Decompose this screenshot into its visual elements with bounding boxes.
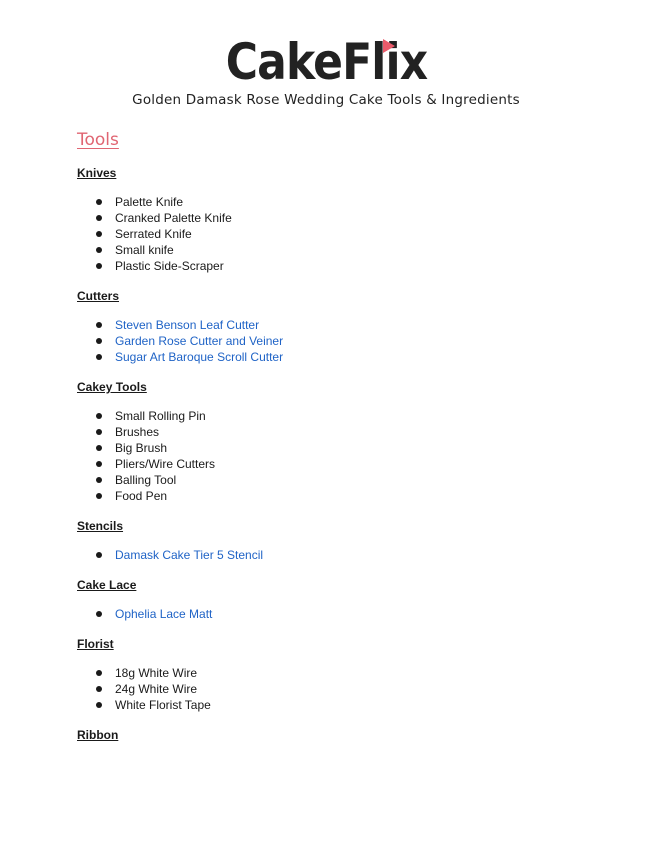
item-list bbox=[77, 606, 597, 622]
list-item-label: Plastic Side-Scraper bbox=[115, 259, 224, 273]
bullet-icon bbox=[96, 702, 102, 708]
list-item-link[interactable] bbox=[77, 547, 597, 563]
play-icon bbox=[383, 39, 395, 53]
bullet-icon bbox=[96, 477, 102, 483]
list-item bbox=[77, 456, 597, 472]
list-item-label: Small knife bbox=[115, 243, 174, 257]
tools-list bbox=[77, 166, 597, 742]
list-item bbox=[77, 258, 597, 274]
list-item-link[interactable] bbox=[77, 606, 597, 622]
bullet-icon bbox=[96, 247, 102, 253]
bullet-icon bbox=[96, 429, 102, 435]
group-title-florist: Florist bbox=[77, 637, 114, 651]
group-title-stencils: Stencils bbox=[77, 519, 124, 533]
bullet-icon bbox=[96, 215, 102, 221]
list-item bbox=[77, 488, 597, 504]
list-item-link[interactable] bbox=[77, 333, 597, 349]
list-item-label[interactable]: Garden Rose Cutter and Veiner bbox=[115, 334, 284, 348]
cakeflix-logo bbox=[0, 32, 652, 92]
bullet-icon bbox=[96, 445, 102, 451]
list-item-label[interactable]: Damask Cake Tier 5 Stencil bbox=[115, 548, 264, 562]
bullet-icon bbox=[96, 231, 102, 237]
bullet-icon bbox=[96, 686, 102, 692]
group-title-cutters: Cutters bbox=[77, 289, 120, 303]
bullet-icon bbox=[96, 322, 102, 328]
list-item-label: Balling Tool bbox=[115, 473, 177, 487]
section-heading-tools: Tools bbox=[77, 130, 119, 150]
list-item-label: Palette Knife bbox=[115, 195, 184, 209]
bullet-icon bbox=[96, 354, 102, 360]
list-item-label: Small Rolling Pin bbox=[115, 409, 206, 423]
list-item bbox=[77, 194, 597, 210]
document-subtitle: Golden Damask Rose Wedding Cake Tools & Ingredients bbox=[132, 92, 520, 108]
bullet-icon bbox=[96, 461, 102, 467]
list-item-label: Food Pen bbox=[115, 489, 168, 503]
list-item-label: 18g White Wire bbox=[115, 666, 198, 680]
list-item bbox=[77, 681, 597, 697]
bullet-icon bbox=[96, 493, 102, 499]
list-item-link[interactable] bbox=[77, 349, 597, 365]
item-list bbox=[77, 408, 597, 504]
list-item-link[interactable] bbox=[77, 317, 597, 333]
group-title-knives: Knives bbox=[77, 166, 117, 180]
list-item bbox=[77, 242, 597, 258]
item-list bbox=[77, 665, 597, 713]
bullet-icon bbox=[96, 338, 102, 344]
group-title-cakey-tools: Cakey Tools bbox=[77, 380, 147, 394]
list-item bbox=[77, 226, 597, 242]
bullet-icon bbox=[96, 263, 102, 269]
bullet-icon bbox=[96, 199, 102, 205]
list-item bbox=[77, 424, 597, 440]
bullet-icon bbox=[96, 670, 102, 676]
logo-wordmark: CakeFlix bbox=[225, 33, 427, 91]
list-item-label: White Florist Tape bbox=[115, 698, 211, 712]
list-item bbox=[77, 210, 597, 226]
list-item-label: Pliers/Wire Cutters bbox=[115, 457, 216, 471]
group-title-cake-lace: Cake Lace bbox=[77, 578, 137, 592]
bullet-icon bbox=[96, 413, 102, 419]
group-title-ribbon: Ribbon bbox=[77, 728, 119, 742]
bullet-icon bbox=[96, 552, 102, 558]
item-list bbox=[77, 317, 597, 365]
list-item-label: Brushes bbox=[115, 425, 160, 439]
list-item-label[interactable]: Sugar Art Baroque Scroll Cutter bbox=[115, 350, 284, 364]
list-item-label: Serrated Knife bbox=[115, 227, 192, 241]
list-item bbox=[77, 440, 597, 456]
list-item bbox=[77, 408, 597, 424]
item-list bbox=[77, 547, 597, 563]
bullet-icon bbox=[96, 611, 102, 617]
list-item-label[interactable]: Steven Benson Leaf Cutter bbox=[115, 318, 260, 332]
list-item-label[interactable]: Ophelia Lace Matt bbox=[115, 607, 213, 621]
list-item-label: 24g White Wire bbox=[115, 682, 198, 696]
list-item bbox=[77, 697, 597, 713]
list-item bbox=[77, 472, 597, 488]
list-item bbox=[77, 665, 597, 681]
list-item-label: Big Brush bbox=[115, 441, 168, 455]
item-list bbox=[77, 194, 597, 274]
list-item-label: Cranked Palette Knife bbox=[115, 211, 232, 225]
